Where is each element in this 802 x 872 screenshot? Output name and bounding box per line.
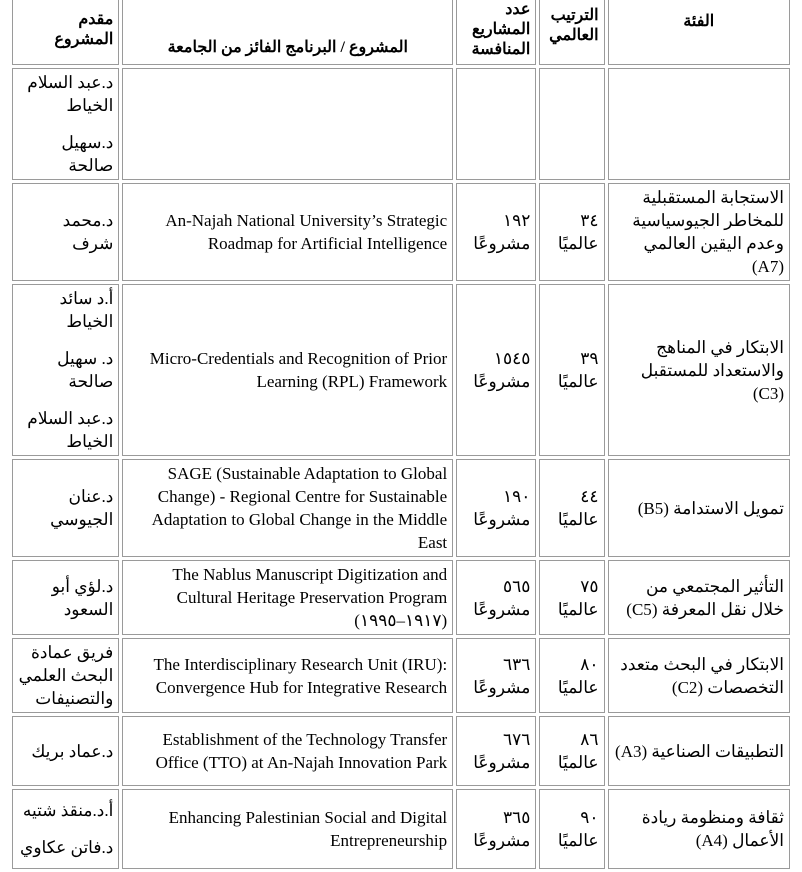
lead-spacer [18, 393, 113, 407]
count-cell: ١٩٠ مشروعًا [456, 459, 536, 557]
rank-cell: ٣٤ عالميًا [539, 183, 604, 281]
table-row [12, 284, 790, 456]
count-cell [456, 68, 536, 180]
lead-name: د. سهيل صالحة [57, 349, 114, 391]
lead-cell [12, 789, 119, 869]
lead-name: د.عبد السلام الخياط [27, 409, 114, 451]
category-cell: الابتكار في المناهج والاستعداد للمستقبل (C3) [608, 284, 790, 456]
lead-cell [12, 716, 119, 786]
table-row [12, 560, 790, 635]
header-project: المشروع / البرنامج الفائز من الجامعة [122, 0, 453, 65]
rank-cell: ٧٥ عالميًا [539, 560, 604, 635]
category-cell [608, 68, 790, 180]
count-cell: ٦٣٦ مشروعًا [456, 638, 536, 713]
category-cell: تمويل الاستدامة (B5) [608, 459, 790, 557]
count-cell: ١٥٤٥ مشروعًا [456, 284, 536, 456]
lead-name: فريق عمادة البحث العلمي والتصنيفات [18, 643, 114, 708]
rank-cell: ٩٠ عالميًا [539, 789, 604, 869]
lead-spacer [18, 822, 113, 836]
rank-cell: ٨٠ عالميًا [539, 638, 604, 713]
count-cell: ٦٧٦ مشروعًا [456, 716, 536, 786]
category-cell: التأثير المجتمعي من خلال نقل المعرفة (C5) [608, 560, 790, 635]
header-category: الفئة [608, 0, 790, 65]
project-cell: SAGE (Sustainable Adaptation to Global Change) - Regional Centre for Sustainable Adaptation to Global Change in the Middle East [122, 459, 453, 557]
count-cell: ١٩٢ مشروعًا [456, 183, 536, 281]
lead-name: أ.د سائد الخياط [59, 289, 114, 331]
awards-table [9, 0, 793, 872]
count-cell: ٥٦٥ مشروعًا [456, 560, 536, 635]
lead-name: د.محمد شرف [62, 211, 114, 253]
lead-name: د.لؤي أبو السعود [51, 576, 114, 619]
lead-spacer [18, 117, 113, 131]
project-cell: Establishment of the Technology Transfer Office (TTO) at An-Najah Innovation Park [122, 716, 453, 786]
lead-cell [12, 284, 119, 456]
project-cell: The Interdisciplinary Research Unit (IRU): Convergence Hub for Integrative Research [122, 638, 453, 713]
category-cell: الاستجابة المستقبلية للمخاطر الجيوسياسية وعدم اليقين العالمي (A7) [608, 183, 790, 281]
lead-name: د.سهيل صالحة [61, 133, 114, 175]
lead-name: د.عنان الجيوسي [50, 487, 114, 529]
project-cell: Enhancing Palestinian Social and Digital Entrepreneurship [122, 789, 453, 869]
table-row [12, 68, 790, 180]
lead-cell [12, 68, 119, 180]
table-row [12, 459, 790, 557]
category-cell: ثقافة ومنظومة ريادة الأعمال (A4) [608, 789, 790, 869]
table-row [12, 789, 790, 869]
rank-cell: ٣٩ عالميًا [539, 284, 604, 456]
lead-cell [12, 183, 119, 281]
table-row [12, 716, 790, 786]
rank-cell [539, 68, 604, 180]
lead-name: د.عبد السلام الخياط [27, 73, 114, 115]
project-cell [122, 68, 453, 180]
lead-cell [12, 560, 119, 635]
category-cell: التطبيقات الصناعية (A3) [608, 716, 790, 786]
lead-name: د.عماد بريك [31, 741, 114, 761]
lead-name: د.فاتن عكاوي [20, 838, 114, 857]
table-row [12, 638, 790, 713]
project-cell: The Nablus Manuscript Digitization and Cultural Heritage Preservation Program (١٩١٧–١٩٩٥) [122, 560, 453, 635]
header-count: عدد المشاريع المنافسة [456, 0, 536, 65]
header-rank: الترتيب العالمي [539, 0, 604, 65]
category-cell: الابتكار في البحث متعدد التخصصات (C2) [608, 638, 790, 713]
header-lead: مقدم المشروع [12, 0, 119, 65]
lead-cell [12, 638, 119, 713]
lead-name: أ.د.منقذ شتيه [22, 801, 114, 820]
header-row [12, 0, 790, 65]
project-cell: An-Najah National University’s Strategic Roadmap for Artificial Intelligence [122, 183, 453, 281]
rank-cell: ٨٦ عالميًا [539, 716, 604, 786]
table-row [12, 183, 790, 281]
lead-cell [12, 459, 119, 557]
lead-spacer [18, 333, 113, 347]
project-cell: Micro-Credentials and Recognition of Prior Learning (RPL) Framework [122, 284, 453, 456]
rank-cell: ٤٤ عالميًا [539, 459, 604, 557]
count-cell: ٣٦٥ مشروعًا [456, 789, 536, 869]
